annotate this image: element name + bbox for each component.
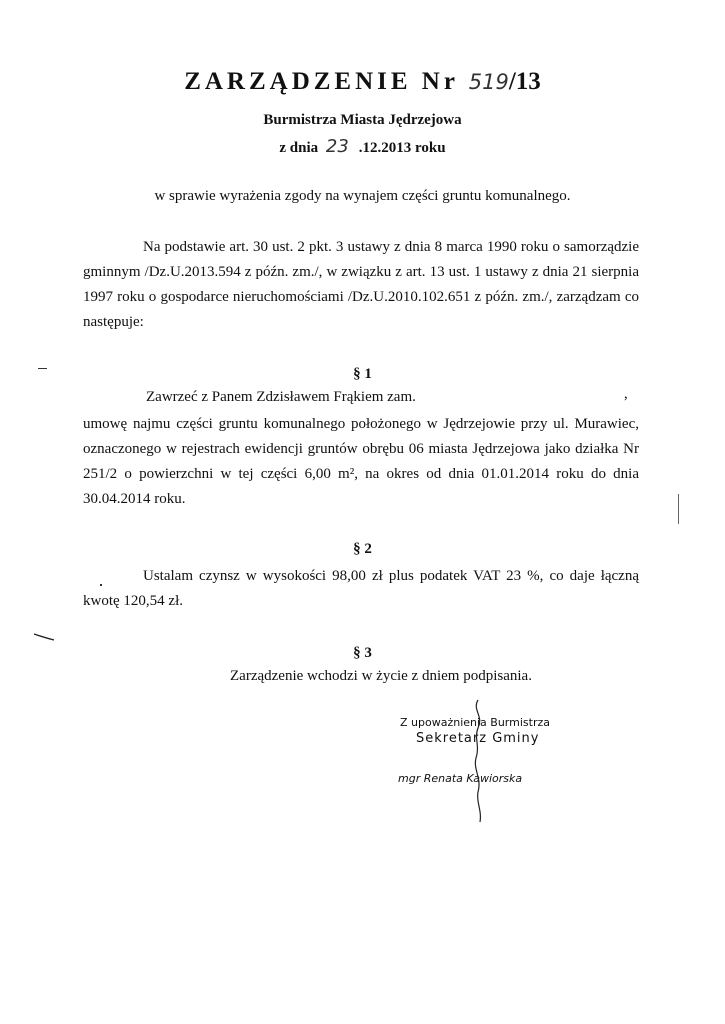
section-2-heading: § 2 — [353, 541, 372, 557]
stamp-line-1: Z upoważnienia Burmistrza — [400, 716, 550, 729]
section-3-body: Zarządzenie wchodzi w życie z dniem podpisania. — [230, 668, 532, 684]
scan-mark — [32, 630, 56, 642]
section-2-paragraph — [83, 564, 639, 614]
signature-stamp — [398, 716, 568, 826]
section-1-body: umowę najmu części gruntu komunalnego położonego w Jędrzejowie przy ul. Murawiec, oznaczonego w rejestrach ewidencji gruntów obrębu 06 miasta Jędrzejowa jako działka Nr 251/2 o powierzchni w tej części 6,00 m², na okres od dnia 01.01.2014 roku do dnia 30.04.2014 roku. — [83, 416, 639, 507]
issuer: Burmistrza Miasta Jędrzejowa — [263, 112, 462, 128]
date-prefix: z dnia — [279, 140, 319, 156]
document-date — [0, 136, 725, 157]
scan-mark — [38, 368, 47, 369]
subject: w sprawie wyrażenia zgody na wynajem części gruntu komunalnego. — [154, 188, 571, 204]
scan-mark — [678, 494, 679, 524]
handwritten-day: 23 — [325, 136, 349, 157]
section-1-first-line: Zawrzeć z Panem Zdzisławem Frąkiem zam. — [146, 389, 416, 405]
section-3-heading: § 3 — [353, 645, 372, 661]
section-1-heading: § 1 — [353, 366, 372, 382]
preamble-paragraph — [83, 235, 639, 335]
preamble-text: Na podstawie art. 30 ust. 2 pkt. 3 ustawy z dnia 8 marca 1990 roku o samorządzie gminnym /Dz.U.2013.594 z późn. zm./, w związku z art. 13 ust. 1 ustawy z dnia 21 sierpnia 1997 roku o gospodarce nieruchomościami /Dz.U.2010.102.651 z późn. zm./, zarządzam co następuje: — [83, 239, 639, 330]
scan-mark — [100, 584, 102, 586]
section-2-body: Ustalam czynsz w wysokości 98,00 zł plus podatek VAT 23 %, co daje łączną kwotę 120,54 zł. — [83, 568, 639, 609]
title-text: ZARZĄDZENIE Nr — [184, 68, 459, 95]
section-1-line-end: , — [624, 386, 628, 402]
number-suffix: /13 — [508, 68, 541, 95]
stamp-line-3: mgr Renata Kawiorska — [398, 772, 523, 785]
signature-scribble — [464, 698, 494, 828]
date-suffix: .12.2013 roku — [358, 140, 446, 156]
stamp-line-2: Sekretarz Gminy — [416, 731, 540, 746]
handwritten-number: 519 — [468, 70, 509, 94]
document-title — [0, 68, 725, 96]
